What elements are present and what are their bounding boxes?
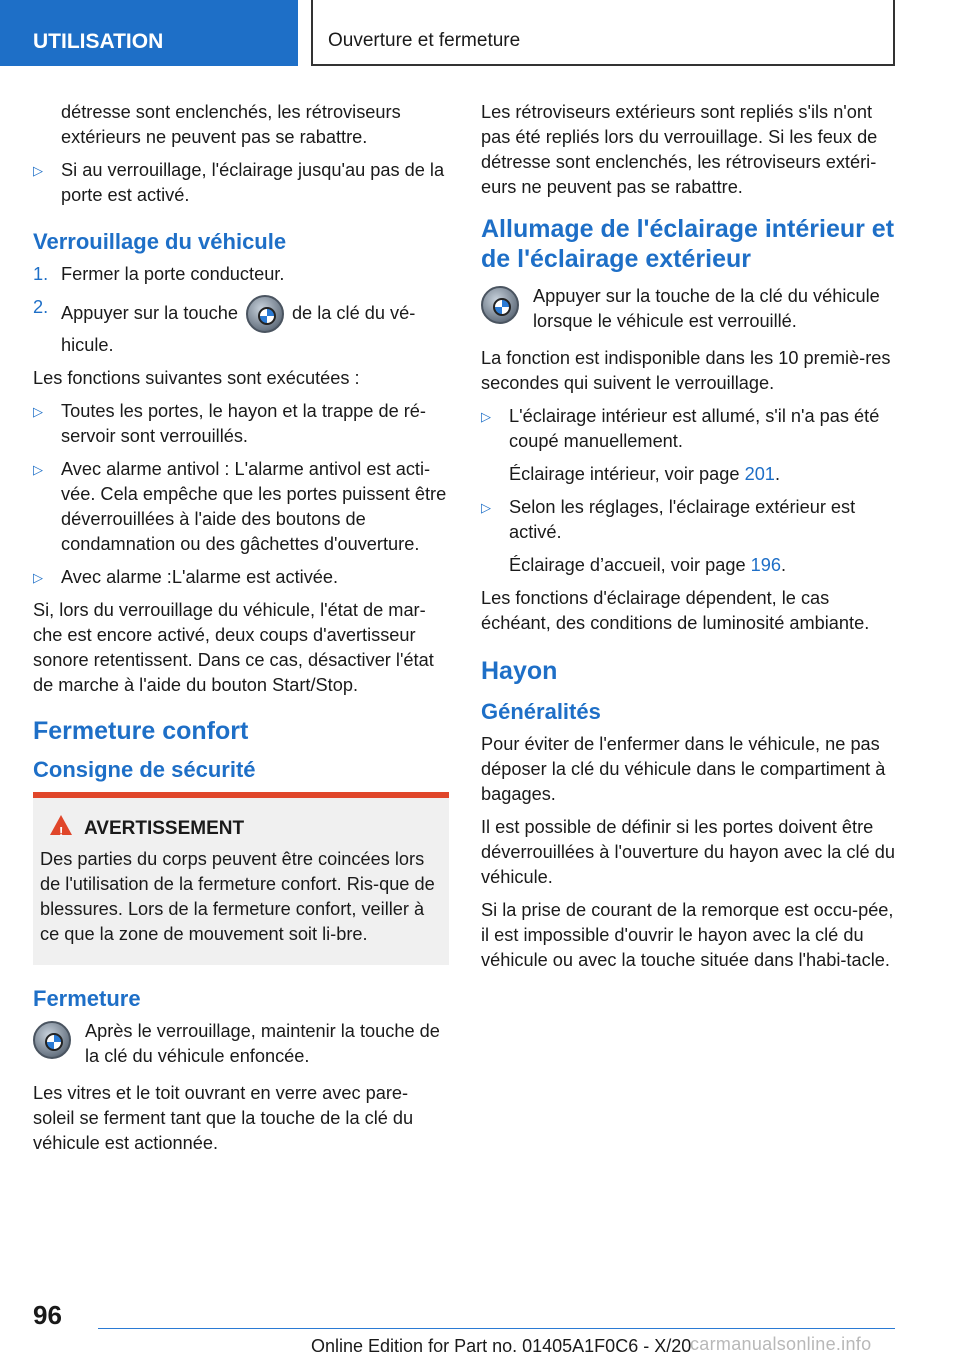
step-item (33, 262, 449, 287)
general-paragraph: Il est possible de définir si les portes doivent être déverrouillées à l'ouverture du hayon avec la clé du véhicule. (481, 817, 895, 887)
step-number: 1. (33, 264, 49, 284)
warning-heading (40, 816, 441, 841)
section-heading-comfort: Fermeture confort (33, 717, 249, 745)
subheading-safety: Consigne de sécurité (33, 757, 256, 782)
reference-text: Éclairage d’accueil, voir page (509, 555, 746, 575)
step-number: 2. (33, 297, 49, 317)
list-item-text: Avec alarme antivol : L'alarme antivol est acti‐vée. Cela empêche que les portes puissent être déverrouillées à l'aide des boutons de condamnation ou des gâchettes d'ouverture. (61, 459, 447, 554)
step-text-post: de la clé du vé‐hicule. (61, 302, 416, 355)
list-item-text: L'éclairage intérieur est allumé, s'il n'a pas été coupé manuellement. (509, 406, 880, 451)
subheading-general: Généralités (481, 699, 601, 724)
footer-edition: Online Edition for Part no. 01405A1F0C6 - X/20 (311, 1336, 692, 1356)
step-item (33, 295, 449, 358)
page-link[interactable]: 201 (744, 464, 775, 484)
warning-triangle-icon (50, 815, 72, 835)
list-item (33, 158, 449, 208)
list-item-text: Si au verrouillage, l'éclairage jusqu'au pas de la porte est activé. (61, 160, 445, 205)
section-title: UTILISATION (33, 30, 164, 53)
list-item (33, 457, 449, 557)
triangle-bullet-icon: ▷ (481, 500, 491, 515)
continued-text: détresse sont enclenchés, les rétroviseurs extérieurs ne peuvent pas se rabattre. (61, 102, 401, 147)
functions-intro: Les fonctions suivantes sont exécutées : (33, 368, 360, 388)
key-button-icon (481, 286, 519, 324)
page-reference: Éclairage intérieur, voir page 201. (509, 464, 780, 484)
list-item (481, 495, 897, 545)
list-item (33, 399, 449, 449)
chapter-title: Ouverture et fermeture (328, 30, 521, 51)
step-text: Fermer la porte conducteur. (61, 264, 285, 284)
lighting-icon-text: Appuyer sur la touche de la clé du véhicule lorsque le véhicule est verrouillé. (533, 286, 880, 331)
general-paragraph: Pour éviter de l'enfermer dans le véhicule, ne pas déposer la clé du véhicule dans le compartiment à bagages. (481, 734, 886, 804)
triangle-bullet-icon: ▷ (481, 409, 491, 424)
engine-note: Si, lors du verrouillage du véhicule, l'état de mar‐che est encore activé, deux coups d'avertisseur sonore retentissent. Dans ce cas, désactiver l'état de marche à l'aide du bouton Start/Stop. (33, 600, 434, 695)
warning-title: AVERTISSEMENT (84, 818, 245, 839)
left-column (33, 100, 449, 1164)
section-heading-locking: Verrouillage du véhicule (33, 229, 287, 254)
page-reference: Éclairage d’accueil, voir page 196. (509, 555, 787, 575)
reference-text: Éclairage intérieur, voir page (509, 464, 740, 484)
triangle-bullet-icon: ▷ (33, 404, 43, 419)
list-item-text: Selon les réglages, l'éclairage extérieur est activé. (509, 497, 856, 542)
key-button-icon (33, 1021, 71, 1059)
right-column (481, 100, 897, 981)
lighting-icon-paragraph (481, 284, 897, 334)
step-text-pre: Appuyer sur la touche (61, 302, 238, 323)
watermark: carmanualsonline.info (690, 1334, 872, 1354)
lighting-depend-text: Les fonctions d'éclairage dépendent, le cas échéant, des conditions de luminosité ambiante. (481, 588, 870, 633)
list-item (33, 565, 449, 590)
section-tab (0, 0, 298, 66)
mirrors-text: Les rétroviseurs extérieurs sont repliés s'ils n'ont pas été repliés lors du verrouillage. Si les feux de détresse sont enclenchés, les rétroviseurs extéri‐eurs ne peuvent pas se rabattre. (481, 102, 878, 197)
page-link[interactable]: 196 (750, 555, 781, 575)
triangle-bullet-icon: ▷ (33, 570, 43, 585)
footer-divider (98, 1328, 895, 1329)
chapter-header (311, 0, 895, 66)
list-item-text: Avec alarme :L'alarme est activée. (61, 567, 339, 587)
list-item (481, 404, 897, 454)
general-paragraph: Si la prise de courant de la remorque est occu‐pée, il est impossible d'ouvrir le hayon avec la clé du véhicule ou avec la touche située dans l'habi‐tacle. (481, 900, 894, 970)
list-item-text: Toutes les portes, le hayon et la trappe de ré‐servoir sont verrouillés. (61, 401, 426, 446)
closing-icon-text: Après le verrouillage, maintenir la touche de la clé du véhicule enfoncée. (85, 1021, 440, 1066)
warning-text: Des parties du corps peuvent être coincées lors de l'utilisation de la fermeture confort. Ris‐que de blessures. Lors de la fermeture confort, veiller à ce que la zone de mouvement soit li‐bre. (40, 849, 435, 944)
key-lock-button-icon (246, 295, 284, 333)
subheading-closing: Fermeture (33, 986, 141, 1011)
section-heading-lighting: Allumage de l'éclairage intérieur et de l'éclairage extérieur (481, 215, 895, 273)
section-heading-tailgate: Hayon (481, 657, 558, 685)
closing-text: Les vitres et le toit ouvrant en verre avec pare-soleil se ferment tant que la touche de la clé du véhicule est actionnée. (33, 1083, 414, 1153)
triangle-bullet-icon: ▷ (33, 163, 43, 178)
closing-icon-paragraph (33, 1019, 449, 1069)
page-number: 96 (33, 1300, 62, 1330)
triangle-bullet-icon: ▷ (33, 462, 43, 477)
warning-box (33, 792, 449, 965)
unavailable-text: La fonction est indisponible dans les 10 premiè‐res secondes qui suivent le verrouillage. (481, 348, 891, 393)
